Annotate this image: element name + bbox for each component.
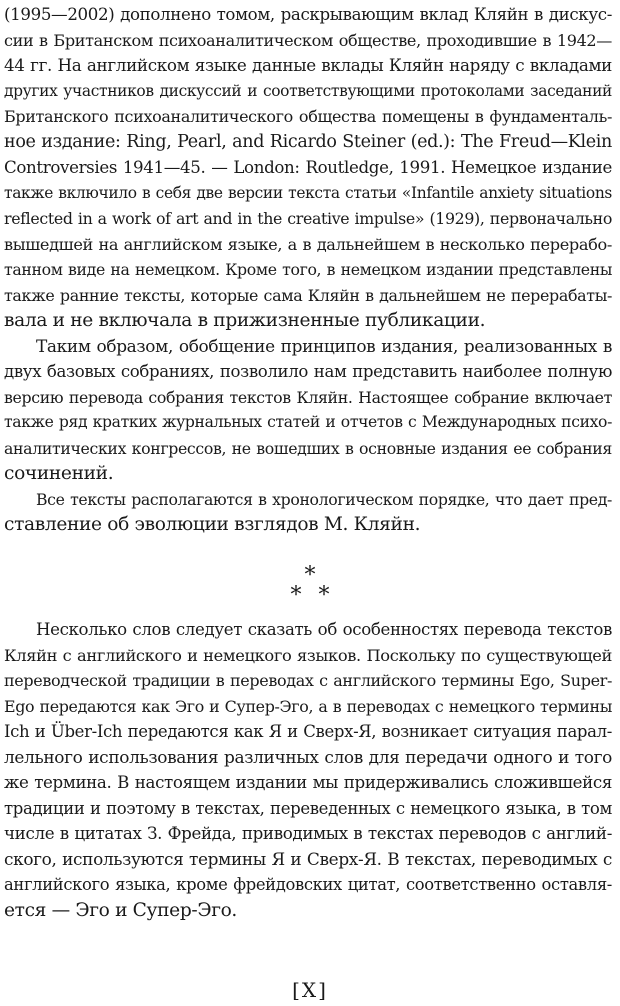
text-line: версию перевода собрания текстов Кляйн. Настоящее собрание включает xyxy=(4,387,612,407)
paragraph-translation xyxy=(4,617,612,923)
text-line: reflected in a work of art and in the creative impulse» (1929), первоначально xyxy=(4,209,612,228)
text-line: числе в цитатах З. Фрейда, приводимых в текстах переводов с англий- xyxy=(4,823,612,843)
text-line: Британского психоаналитического общества помещены в фундаменталь- xyxy=(4,107,612,126)
page-body xyxy=(4,2,612,538)
text-line: традиции и поэтому в текстах, переведенных с немецкого языка, в том xyxy=(4,798,612,818)
separator-top: * xyxy=(304,563,316,588)
text-line: 44 гг. На английском языке данные вклады Кляйн наряду с вкладами xyxy=(4,55,612,75)
paragraph-summary xyxy=(4,334,612,487)
text-line: Несколько слов следует сказать об особенностях перевода текстов xyxy=(36,620,612,639)
text-line: танном виде на немецком. Кроме того, в немецком издании представлены xyxy=(4,260,612,279)
text-line: же термина. В настоящем издании мы придерживались сложившейся xyxy=(4,773,612,792)
text-line: вала и не включала в прижизненные публикации. xyxy=(4,310,486,331)
separator-bottom: * * xyxy=(290,583,330,608)
page-number: [X] xyxy=(292,978,328,1002)
text-line: Все тексты располагаются в хронологическом порядке, что дает пред- xyxy=(36,489,612,509)
text-line: ное издание: Ring, Pearl, and Ricardo Steiner (ed.): The Freud—Klein xyxy=(4,131,612,152)
text-line: переводческой традиции в переводах с английского термины Ego, Super- xyxy=(4,671,612,690)
text-line: сии в Британском психоаналитическом обществе, проходившие в 1942— xyxy=(4,30,612,50)
text-line: (1995—2002) дополнено томом, раскрывающим вклад Кляйн в дискус- xyxy=(4,5,612,24)
text-line: ского, используются термины Я и Сверх-Я. В текстах, переводимых с xyxy=(4,848,612,869)
text-line: сочинений. xyxy=(4,463,114,484)
text-line: также ряд кратких журнальных статей и отчетов с Международных психо- xyxy=(4,413,612,431)
text-line: вышедшей на английском языке, а в дальнейшем в несколько перерабо- xyxy=(4,234,612,254)
text-line: также ранние тексты, которые сама Кляйн в дальнейшем не перерабаты- xyxy=(4,285,612,305)
text-line: лельного использования различных слов для передачи одного и того xyxy=(4,746,612,767)
paragraph-chronology xyxy=(4,487,612,538)
text-line: Ich и Über-Ich передаются как Я и Сверх-Я, возникает ситуация парал- xyxy=(4,722,612,741)
section-separator xyxy=(0,563,620,608)
text-line: двух базовых собраниях, позволило нам представить наиболее полную xyxy=(4,362,612,381)
text-line: ставление об эволюции взглядов М. Кляйн. xyxy=(4,514,421,535)
text-line: также включило в себя две версии текста статьи «Infantile anxiety situations xyxy=(4,183,612,202)
text-line: Controversies 1941—45. — London: Routledge, 1991. Немецкое издание xyxy=(4,158,612,177)
text-line: других участников дискуссий и соответствующими протоколами заседаний xyxy=(4,81,612,100)
text-line: английского языка, кроме фрейдовских цитат, соответственно оставля- xyxy=(4,875,612,894)
text-line: Таким образом, обобщение принципов издания, реализованных в xyxy=(36,335,612,356)
paragraph-editions xyxy=(4,2,612,334)
text-line: Ego передаются как Эго и Супер-Эго, а в переводах с немецкого термины xyxy=(4,696,612,716)
text-line: ется — Эго и Супер-Эго. xyxy=(4,899,237,921)
text-line: аналитических конгрессов, не вошедших в основные издания ее собрания xyxy=(4,438,612,458)
text-line: Кляйн с английского и немецкого языков. Поскольку по существующей xyxy=(4,645,612,665)
